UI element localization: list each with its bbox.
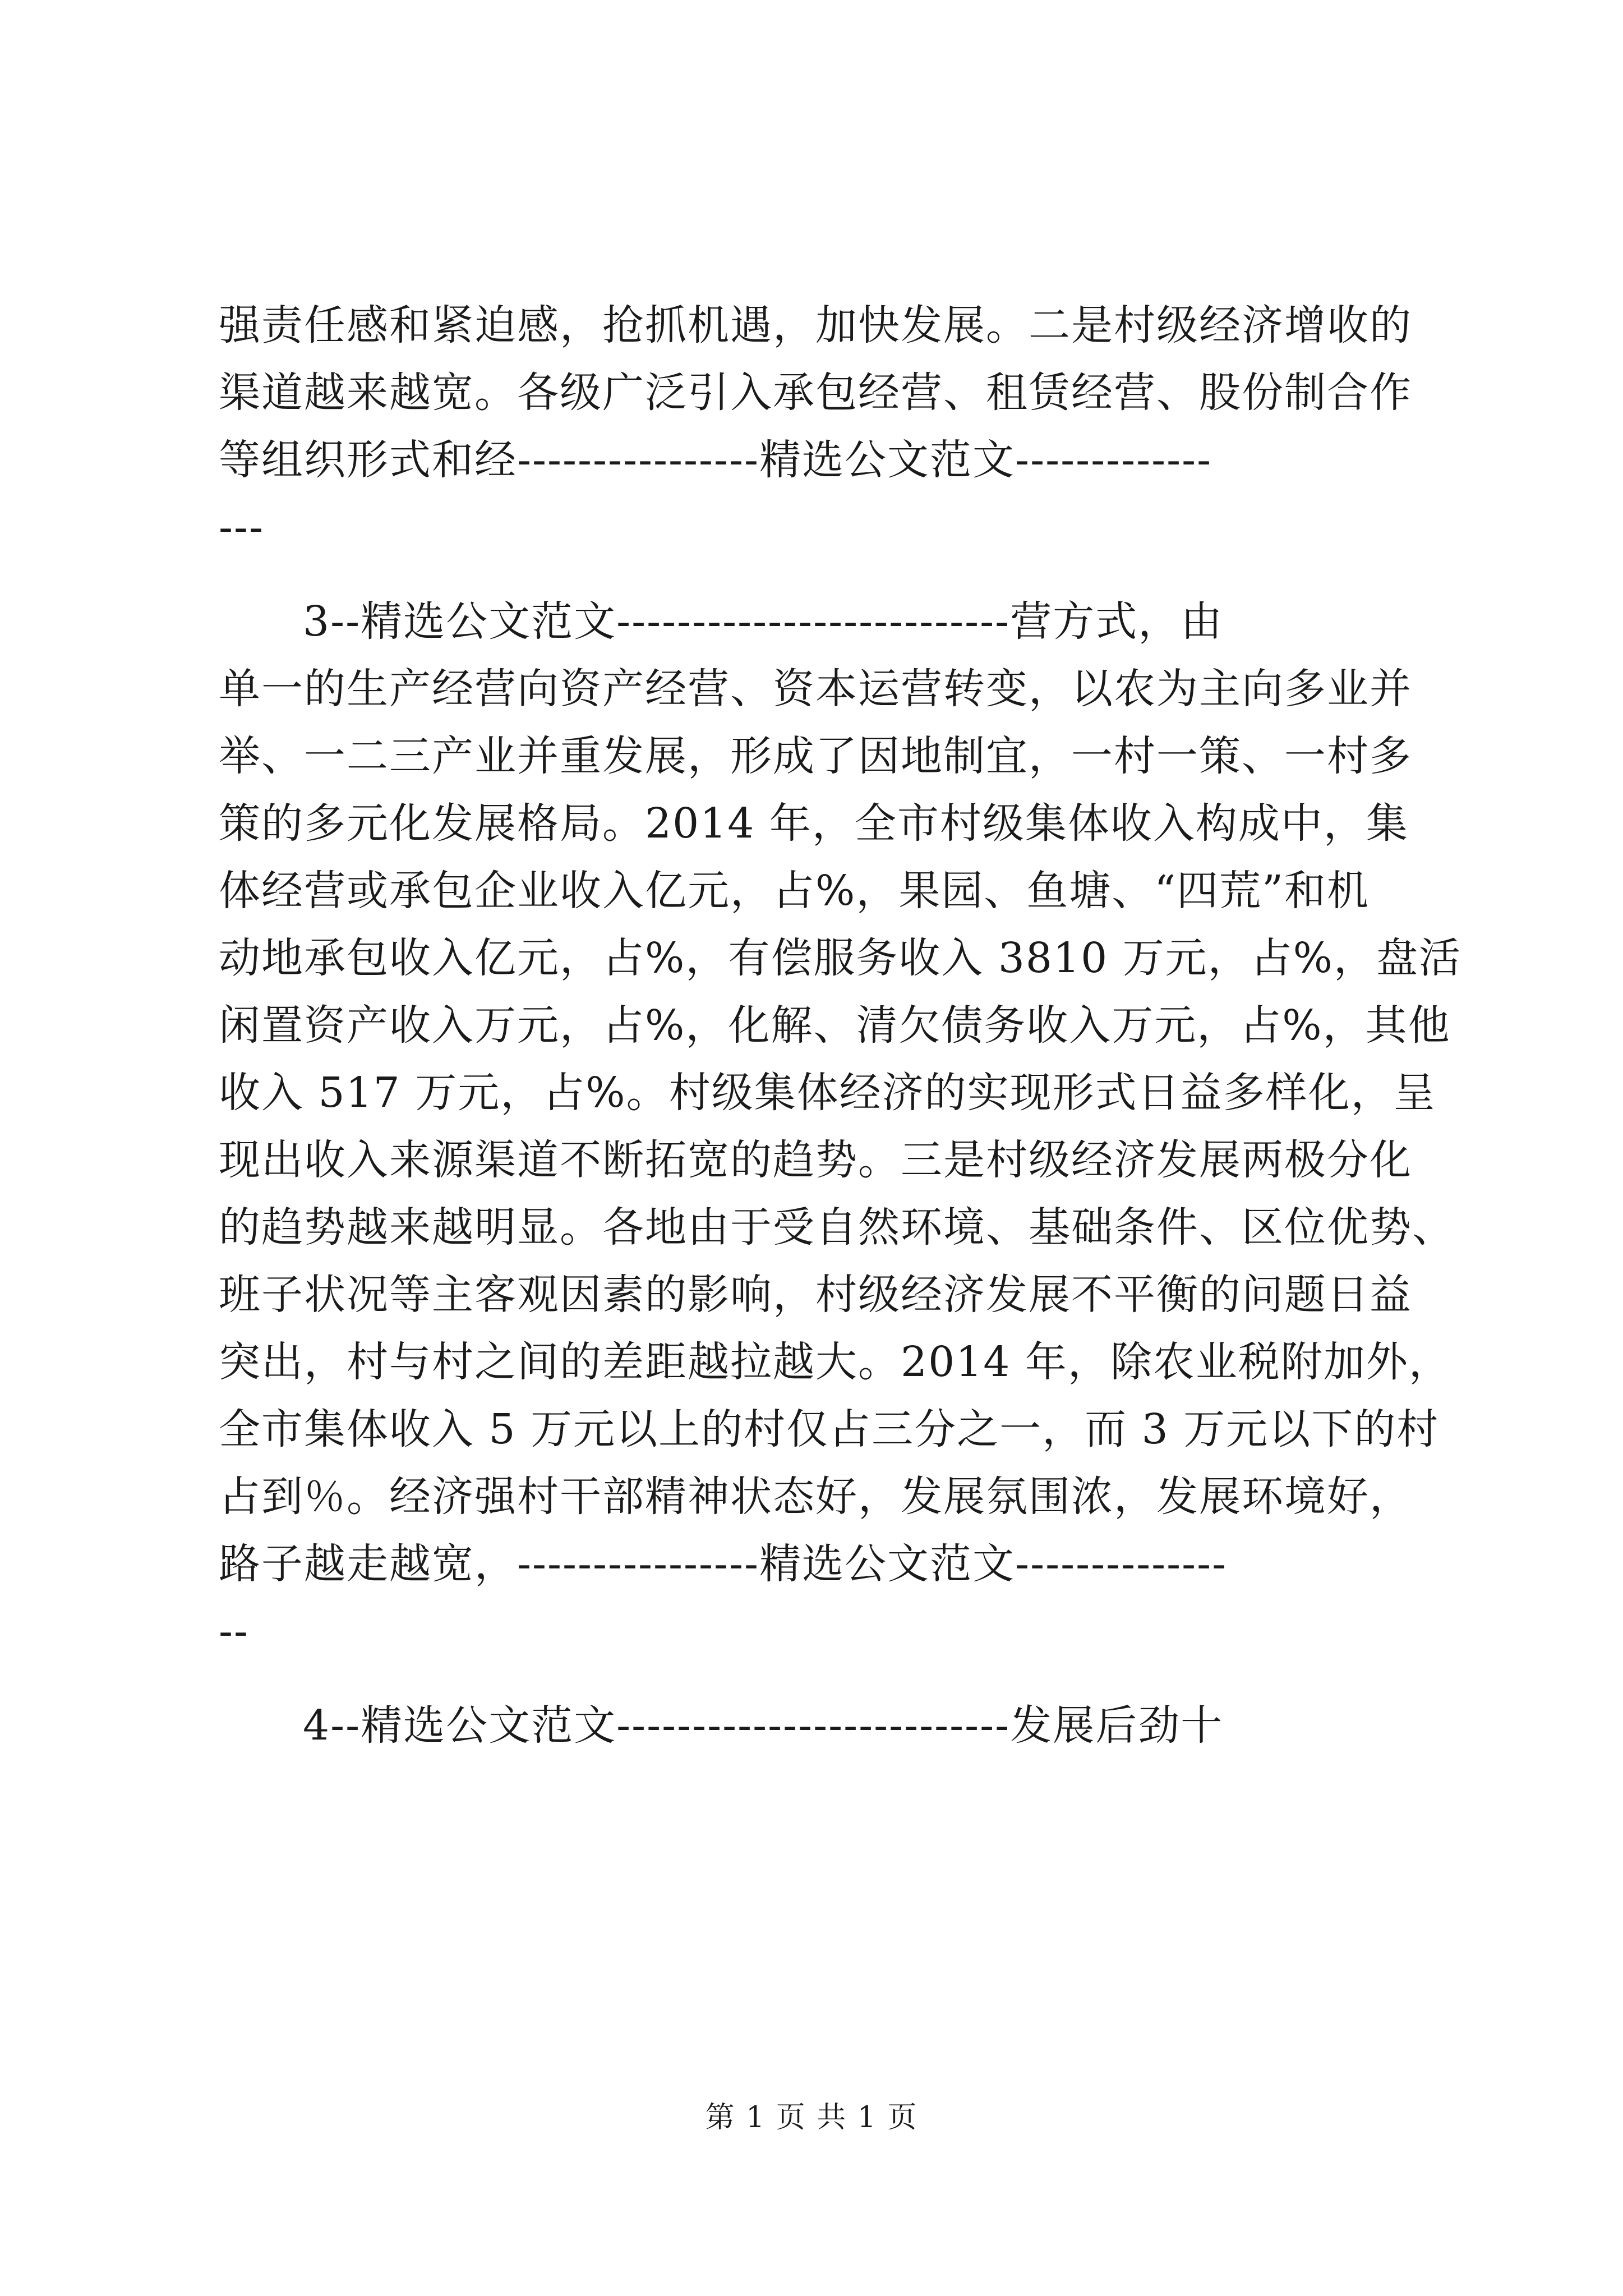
text-line: 突出，村与村之间的差距越拉越大。2014 年，除农业税附加外， [219, 1338, 1451, 1386]
text-line: 现出收入来源渠道不断拓宽的趋势。三是村级经济发展两极分化 [219, 1136, 1412, 1184]
text-line: 全市集体收入 5 万元以上的村仅占三分之一，而 3 万元以下的村 [219, 1405, 1440, 1453]
document-body [219, 292, 1461, 1759]
text-line: 闲置资产收入万元，占%，化解、清欠债务收入万元，占%，其他 [219, 1001, 1451, 1050]
text-line: 策的多元化发展格局。2014 年，全市村级集体收入构成中，集 [219, 799, 1409, 848]
text-line: 4--精选公文范文--------------------------发展后劲十 [303, 1701, 1224, 1750]
text-line: 班子状况等主客观因素的影响，村级经济发展不平衡的问题日益 [219, 1271, 1412, 1319]
text-line: 的趋势越来越明显。各地由于受自然环境、基础条件、区位优势、 [219, 1203, 1455, 1251]
text-line: 单一的生产经营向资产经营、资本运营转变，以农为主向多业并 [219, 665, 1412, 713]
page-footer: 第 1 页 共 1 页 [705, 2101, 918, 2134]
text-line: --- [219, 503, 265, 551]
text-line: 等组织形式和经----------------精选公文范文------------- [219, 436, 1212, 484]
text-line: 3--精选公文范文--------------------------营方式，由 [303, 597, 1224, 646]
text-line: 渠道越来越宽。各级广泛引入承包经营、租赁经营、股份制合作 [219, 369, 1412, 417]
text-line: 路子越走越宽，----------------精选公文范文-------------- [219, 1540, 1228, 1588]
text-line: 举、一二三产业并重发展，形成了因地制宜，一村一策、一村多 [219, 732, 1412, 780]
text-line: 收入 517 万元，占%。村级集体经济的实现形式日益多样化，呈 [219, 1069, 1436, 1117]
text-line: 体经营或承包企业收入亿元，占%，果园、鱼塘、“四荒”和机 [219, 867, 1370, 915]
text-line: 强责任感和紧迫感，抢抓机遇，加快发展。二是村级经济增收的 [219, 301, 1412, 349]
text-line: 动地承包收入亿元，占%，有偿服务收入 3810 万元，占%，盘活 [219, 934, 1461, 982]
text-line: 占到％。经济强村干部精神状态好，发展氛围浓，发展环境好， [219, 1473, 1412, 1521]
text-line: -- [219, 1607, 250, 1655]
